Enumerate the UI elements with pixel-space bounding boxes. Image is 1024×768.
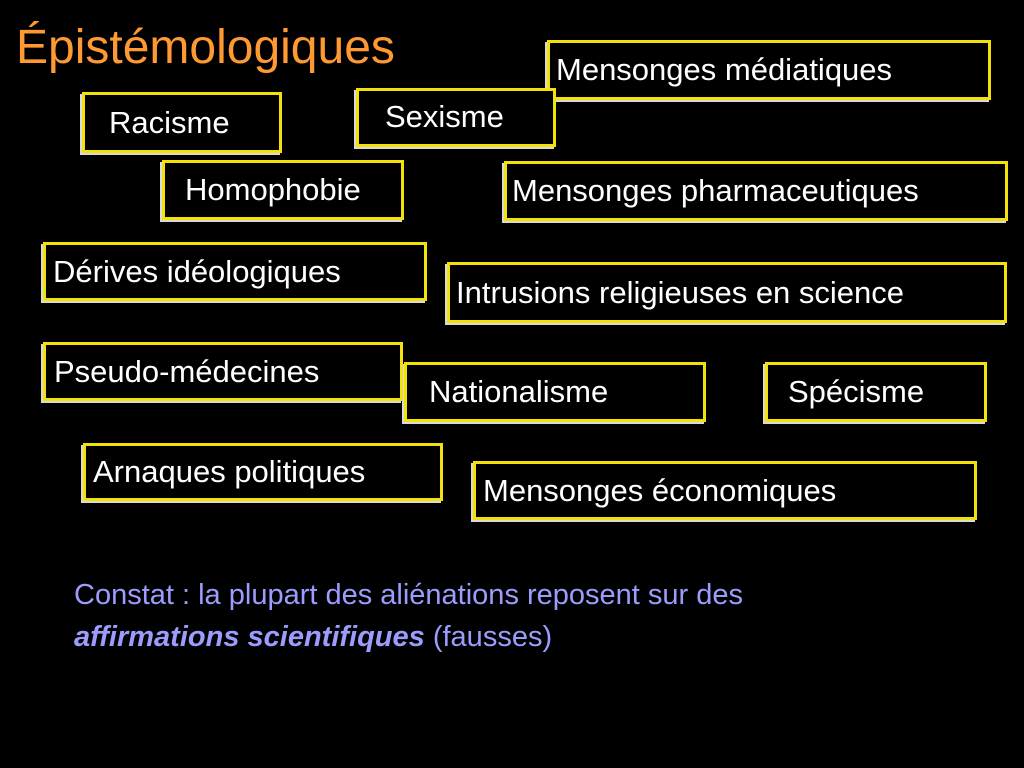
box-intrusions-religieuses — [447, 262, 1007, 323]
box-mensonges-economiques — [473, 461, 977, 520]
conclusion-suffix: (fausses) — [432, 621, 553, 653]
box-mensonges-mediatiques — [547, 40, 991, 100]
slide-title: Épistémologiques — [16, 21, 395, 74]
box-pseudo-medecines — [43, 342, 403, 401]
box-nationalisme — [404, 362, 706, 422]
box-arnaques-politiques — [83, 443, 443, 501]
box-mensonges-pharmaceutiques — [504, 161, 1008, 221]
box-label: Mensonges économiques — [483, 472, 837, 508]
box-label: Mensonges pharmaceutiques — [512, 173, 919, 208]
box-label: Spécisme — [788, 374, 925, 409]
box-label: Nationalisme — [429, 374, 609, 409]
box-label: Intrusions religieuses en science — [456, 274, 905, 310]
box-label: Homophobie — [185, 172, 361, 207]
conclusion-text — [74, 574, 994, 658]
box-label: Arnaques politiques — [93, 454, 366, 489]
conclusion-emphasis: affirmations scientifiques — [74, 621, 425, 653]
box-label: Sexisme — [385, 99, 504, 134]
box-label: Pseudo-médecines — [54, 353, 320, 389]
box-sexisme — [356, 88, 556, 147]
box-derives-ideologiques — [43, 242, 427, 301]
box-label: Racisme — [109, 104, 230, 140]
box-racisme — [82, 92, 282, 153]
conclusion-intro: Constat : la plupart des aliénations reposent sur des — [74, 579, 744, 611]
box-specisme — [765, 362, 987, 422]
box-label: Dérives idéologiques — [53, 253, 341, 289]
box-label: Mensonges médiatiques — [556, 52, 893, 87]
box-homophobie — [162, 160, 404, 220]
